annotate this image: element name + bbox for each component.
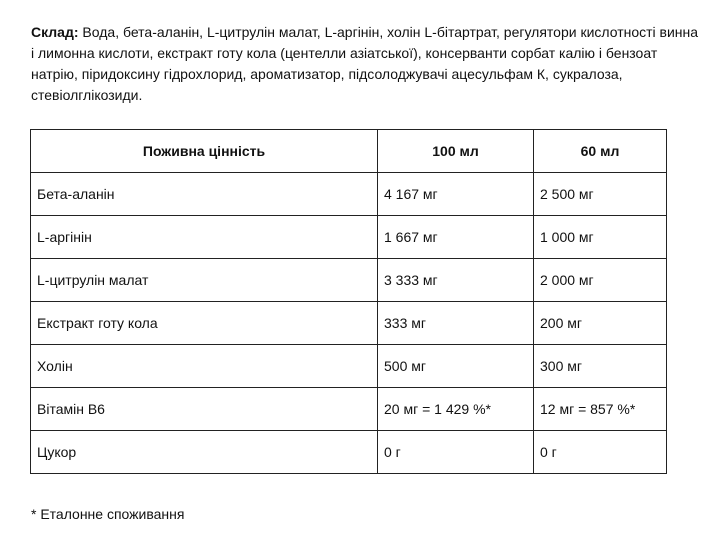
header-nutrition-value: Поживна цінність — [31, 130, 378, 173]
nutrient-name: Цукор — [31, 431, 378, 474]
amount-100ml: 4 167 мг — [378, 173, 534, 216]
nutrient-name: L-аргінін — [31, 216, 378, 259]
nutrition-table — [30, 129, 667, 474]
header-per-60ml: 60 мл — [534, 130, 667, 173]
table-row — [31, 302, 667, 345]
amount-100ml: 1 667 мг — [378, 216, 534, 259]
ingredients-label: Склад: — [31, 24, 79, 40]
table-row — [31, 173, 667, 216]
footnote-reference-intake: * Еталонне споживання — [31, 506, 185, 522]
amount-60ml: 2 500 мг — [534, 173, 667, 216]
table-row — [31, 345, 667, 388]
table-row — [31, 259, 667, 302]
amount-100ml: 3 333 мг — [378, 259, 534, 302]
table-header-row — [31, 130, 667, 173]
amount-100ml: 0 г — [378, 431, 534, 474]
nutrient-name: Бета-аланін — [31, 173, 378, 216]
table-row — [31, 431, 667, 474]
nutrient-name: Холін — [31, 345, 378, 388]
nutrient-name: L-цитрулін малат — [31, 259, 378, 302]
amount-60ml: 200 мг — [534, 302, 667, 345]
header-per-100ml: 100 мл — [378, 130, 534, 173]
nutrient-name: Вітамін В6 — [31, 388, 378, 431]
table-row — [31, 388, 667, 431]
amount-100ml: 500 мг — [378, 345, 534, 388]
amount-100ml: 333 мг — [378, 302, 534, 345]
nutrient-name: Екстракт готу кола — [31, 302, 378, 345]
amount-60ml: 0 г — [534, 431, 667, 474]
amount-60ml: 300 мг — [534, 345, 667, 388]
amount-100ml: 20 мг = 1 429 %* — [378, 388, 534, 431]
ingredients-text: Вода, бета-аланін, L-цитрулін малат, L-аргінін, холін L-бітартрат, регулятори кислотності винна і лимонна кислоти, екстракт готу кола (центелли азіатської), консерванти сорбат калію і бензоат натрію, піридоксину гідрохлорид, ароматизатор, підсолоджувачі ацесульфам К, сукралоза, стевіолглікозиди. — [31, 24, 699, 103]
amount-60ml: 2 000 мг — [534, 259, 667, 302]
ingredients-paragraph — [31, 22, 701, 106]
table-row — [31, 216, 667, 259]
amount-60ml: 12 мг = 857 %* — [534, 388, 667, 431]
amount-60ml: 1 000 мг — [534, 216, 667, 259]
